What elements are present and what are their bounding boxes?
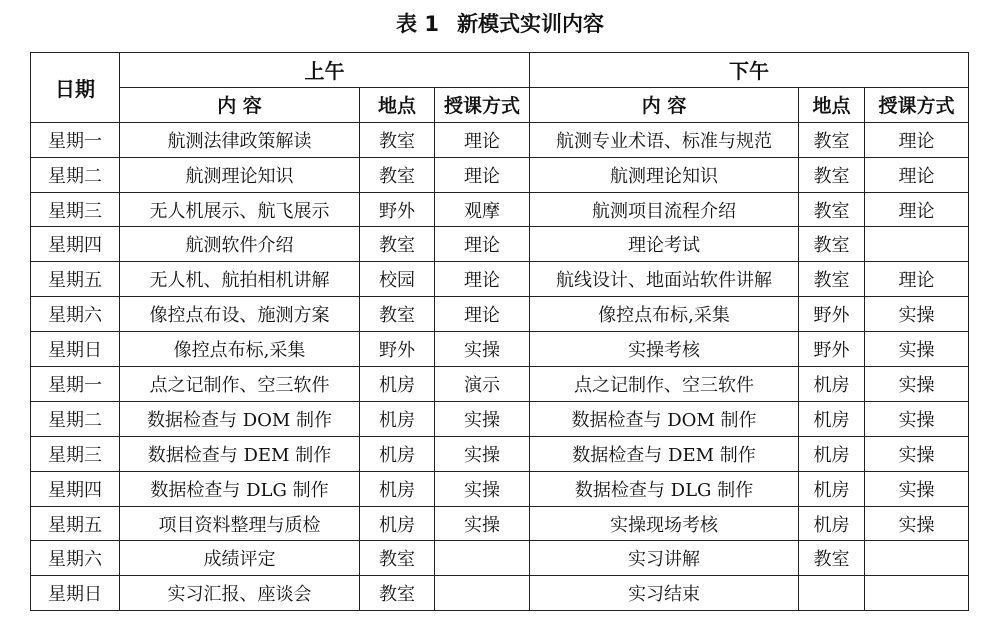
pm-content-cell: 实习讲解 <box>530 541 799 576</box>
pm-location-cell: 教室 <box>799 192 865 227</box>
pm-method-cell: 理论 <box>865 192 969 227</box>
am-content-cell: 无人机、航拍相机讲解 <box>120 262 360 297</box>
pm-location-cell: 机房 <box>799 436 865 471</box>
pm-method-cell <box>865 541 969 576</box>
day-cell: 星期三 <box>31 192 120 227</box>
am-method-cell: 演示 <box>435 367 530 402</box>
header-morning: 上午 <box>120 53 530 88</box>
table-row <box>31 297 969 332</box>
am-content-cell: 项目资料整理与质检 <box>120 506 360 541</box>
am-location-cell: 机房 <box>360 471 435 506</box>
pm-content-cell: 实习结束 <box>530 576 799 611</box>
pm-method-cell: 理论 <box>865 122 969 157</box>
pm-content-cell: 航测理论知识 <box>530 157 799 192</box>
am-method-cell <box>435 541 530 576</box>
am-content-cell: 数据检查与 DOM 制作 <box>120 401 360 436</box>
table-row <box>31 192 969 227</box>
pm-method-cell: 实操 <box>865 297 969 332</box>
am-location-cell: 教室 <box>360 541 435 576</box>
am-location-cell: 校园 <box>360 262 435 297</box>
pm-location-cell: 机房 <box>799 401 865 436</box>
pm-content-cell: 航测项目流程介绍 <box>530 192 799 227</box>
schedule-body <box>31 122 969 610</box>
table-number: 表 1 <box>396 12 439 36</box>
am-location-cell: 教室 <box>360 297 435 332</box>
schedule-table <box>30 52 969 611</box>
pm-method-cell <box>865 576 969 611</box>
pm-method-cell: 理论 <box>865 157 969 192</box>
day-cell: 星期一 <box>31 367 120 402</box>
pm-method-cell: 理论 <box>865 262 969 297</box>
am-content-cell: 像控点布设、施测方案 <box>120 297 360 332</box>
day-cell: 星期日 <box>31 576 120 611</box>
header-date: 日期 <box>31 53 120 123</box>
am-method-cell: 实操 <box>435 436 530 471</box>
am-location-cell: 机房 <box>360 436 435 471</box>
pm-location-cell: 教室 <box>799 122 865 157</box>
pm-location-cell: 机房 <box>799 471 865 506</box>
am-method-cell: 观摩 <box>435 192 530 227</box>
am-location-cell: 教室 <box>360 122 435 157</box>
header-pm-method: 授课方式 <box>865 87 969 122</box>
table-row <box>31 506 969 541</box>
table-row <box>31 471 969 506</box>
am-method-cell: 理论 <box>435 297 530 332</box>
am-method-cell <box>435 576 530 611</box>
table-row <box>31 332 969 367</box>
pm-location-cell: 机房 <box>799 506 865 541</box>
day-cell: 星期六 <box>31 297 120 332</box>
am-method-cell: 实操 <box>435 332 530 367</box>
header-afternoon: 下午 <box>530 53 969 88</box>
pm-method-cell <box>865 227 969 262</box>
am-location-cell: 野外 <box>360 192 435 227</box>
am-content-cell: 点之记制作、空三软件 <box>120 367 360 402</box>
table-row <box>31 436 969 471</box>
header-am-content: 内 容 <box>120 87 360 122</box>
pm-content-cell: 航线设计、地面站软件讲解 <box>530 262 799 297</box>
table-caption <box>0 4 1000 44</box>
am-location-cell: 野外 <box>360 332 435 367</box>
am-location-cell: 教室 <box>360 576 435 611</box>
day-cell: 星期二 <box>31 157 120 192</box>
pm-content-cell: 像控点布标,采集 <box>530 297 799 332</box>
pm-location-cell: 机房 <box>799 367 865 402</box>
pm-content-cell: 实操考核 <box>530 332 799 367</box>
am-location-cell: 教室 <box>360 227 435 262</box>
day-cell: 星期六 <box>31 541 120 576</box>
day-cell: 星期五 <box>31 506 120 541</box>
header-am-method: 授课方式 <box>435 87 530 122</box>
pm-location-cell: 野外 <box>799 297 865 332</box>
day-cell: 星期四 <box>31 227 120 262</box>
table-title: 新模式实训内容 <box>456 12 604 36</box>
pm-location-cell <box>799 576 865 611</box>
am-content-cell: 数据检查与 DEM 制作 <box>120 436 360 471</box>
am-location-cell: 机房 <box>360 367 435 402</box>
am-method-cell: 实操 <box>435 506 530 541</box>
am-location-cell: 教室 <box>360 157 435 192</box>
pm-content-cell: 点之记制作、空三软件 <box>530 367 799 402</box>
pm-method-cell: 实操 <box>865 506 969 541</box>
pm-method-cell: 实操 <box>865 401 969 436</box>
am-content-cell: 航测软件介绍 <box>120 227 360 262</box>
pm-location-cell: 野外 <box>799 332 865 367</box>
am-content-cell: 成绩评定 <box>120 541 360 576</box>
am-content-cell: 实习汇报、座谈会 <box>120 576 360 611</box>
table-row <box>31 122 969 157</box>
pm-location-cell: 教室 <box>799 157 865 192</box>
am-location-cell: 机房 <box>360 401 435 436</box>
table-row <box>31 401 969 436</box>
table-row <box>31 576 969 611</box>
am-method-cell: 实操 <box>435 401 530 436</box>
pm-content-cell: 数据检查与 DEM 制作 <box>530 436 799 471</box>
am-method-cell: 实操 <box>435 471 530 506</box>
am-content-cell: 航测法律政策解读 <box>120 122 360 157</box>
pm-method-cell: 实操 <box>865 332 969 367</box>
pm-content-cell: 航测专业术语、标准与规范 <box>530 122 799 157</box>
day-cell: 星期五 <box>31 262 120 297</box>
pm-method-cell: 实操 <box>865 436 969 471</box>
pm-content-cell: 数据检查与 DLG 制作 <box>530 471 799 506</box>
pm-location-cell: 教室 <box>799 227 865 262</box>
am-method-cell: 理论 <box>435 227 530 262</box>
day-cell: 星期日 <box>31 332 120 367</box>
day-cell: 星期二 <box>31 401 120 436</box>
pm-content-cell: 数据检查与 DOM 制作 <box>530 401 799 436</box>
pm-content-cell: 实操现场考核 <box>530 506 799 541</box>
table-row <box>31 227 969 262</box>
am-method-cell: 理论 <box>435 262 530 297</box>
am-method-cell: 理论 <box>435 157 530 192</box>
pm-location-cell: 教室 <box>799 262 865 297</box>
table-row <box>31 367 969 402</box>
header-pm-location: 地点 <box>799 87 865 122</box>
header-am-location: 地点 <box>360 87 435 122</box>
am-content-cell: 航测理论知识 <box>120 157 360 192</box>
am-method-cell: 理论 <box>435 122 530 157</box>
pm-method-cell: 实操 <box>865 471 969 506</box>
pm-method-cell: 实操 <box>865 367 969 402</box>
am-location-cell: 机房 <box>360 506 435 541</box>
pm-content-cell: 理论考试 <box>530 227 799 262</box>
day-cell: 星期一 <box>31 122 120 157</box>
header-pm-content: 内 容 <box>530 87 799 122</box>
table-row <box>31 262 969 297</box>
am-content-cell: 像控点布标,采集 <box>120 332 360 367</box>
table-row <box>31 157 969 192</box>
am-content-cell: 无人机展示、航飞展示 <box>120 192 360 227</box>
day-cell: 星期三 <box>31 436 120 471</box>
pm-location-cell: 教室 <box>799 541 865 576</box>
table-row <box>31 541 969 576</box>
am-content-cell: 数据检查与 DLG 制作 <box>120 471 360 506</box>
day-cell: 星期四 <box>31 471 120 506</box>
